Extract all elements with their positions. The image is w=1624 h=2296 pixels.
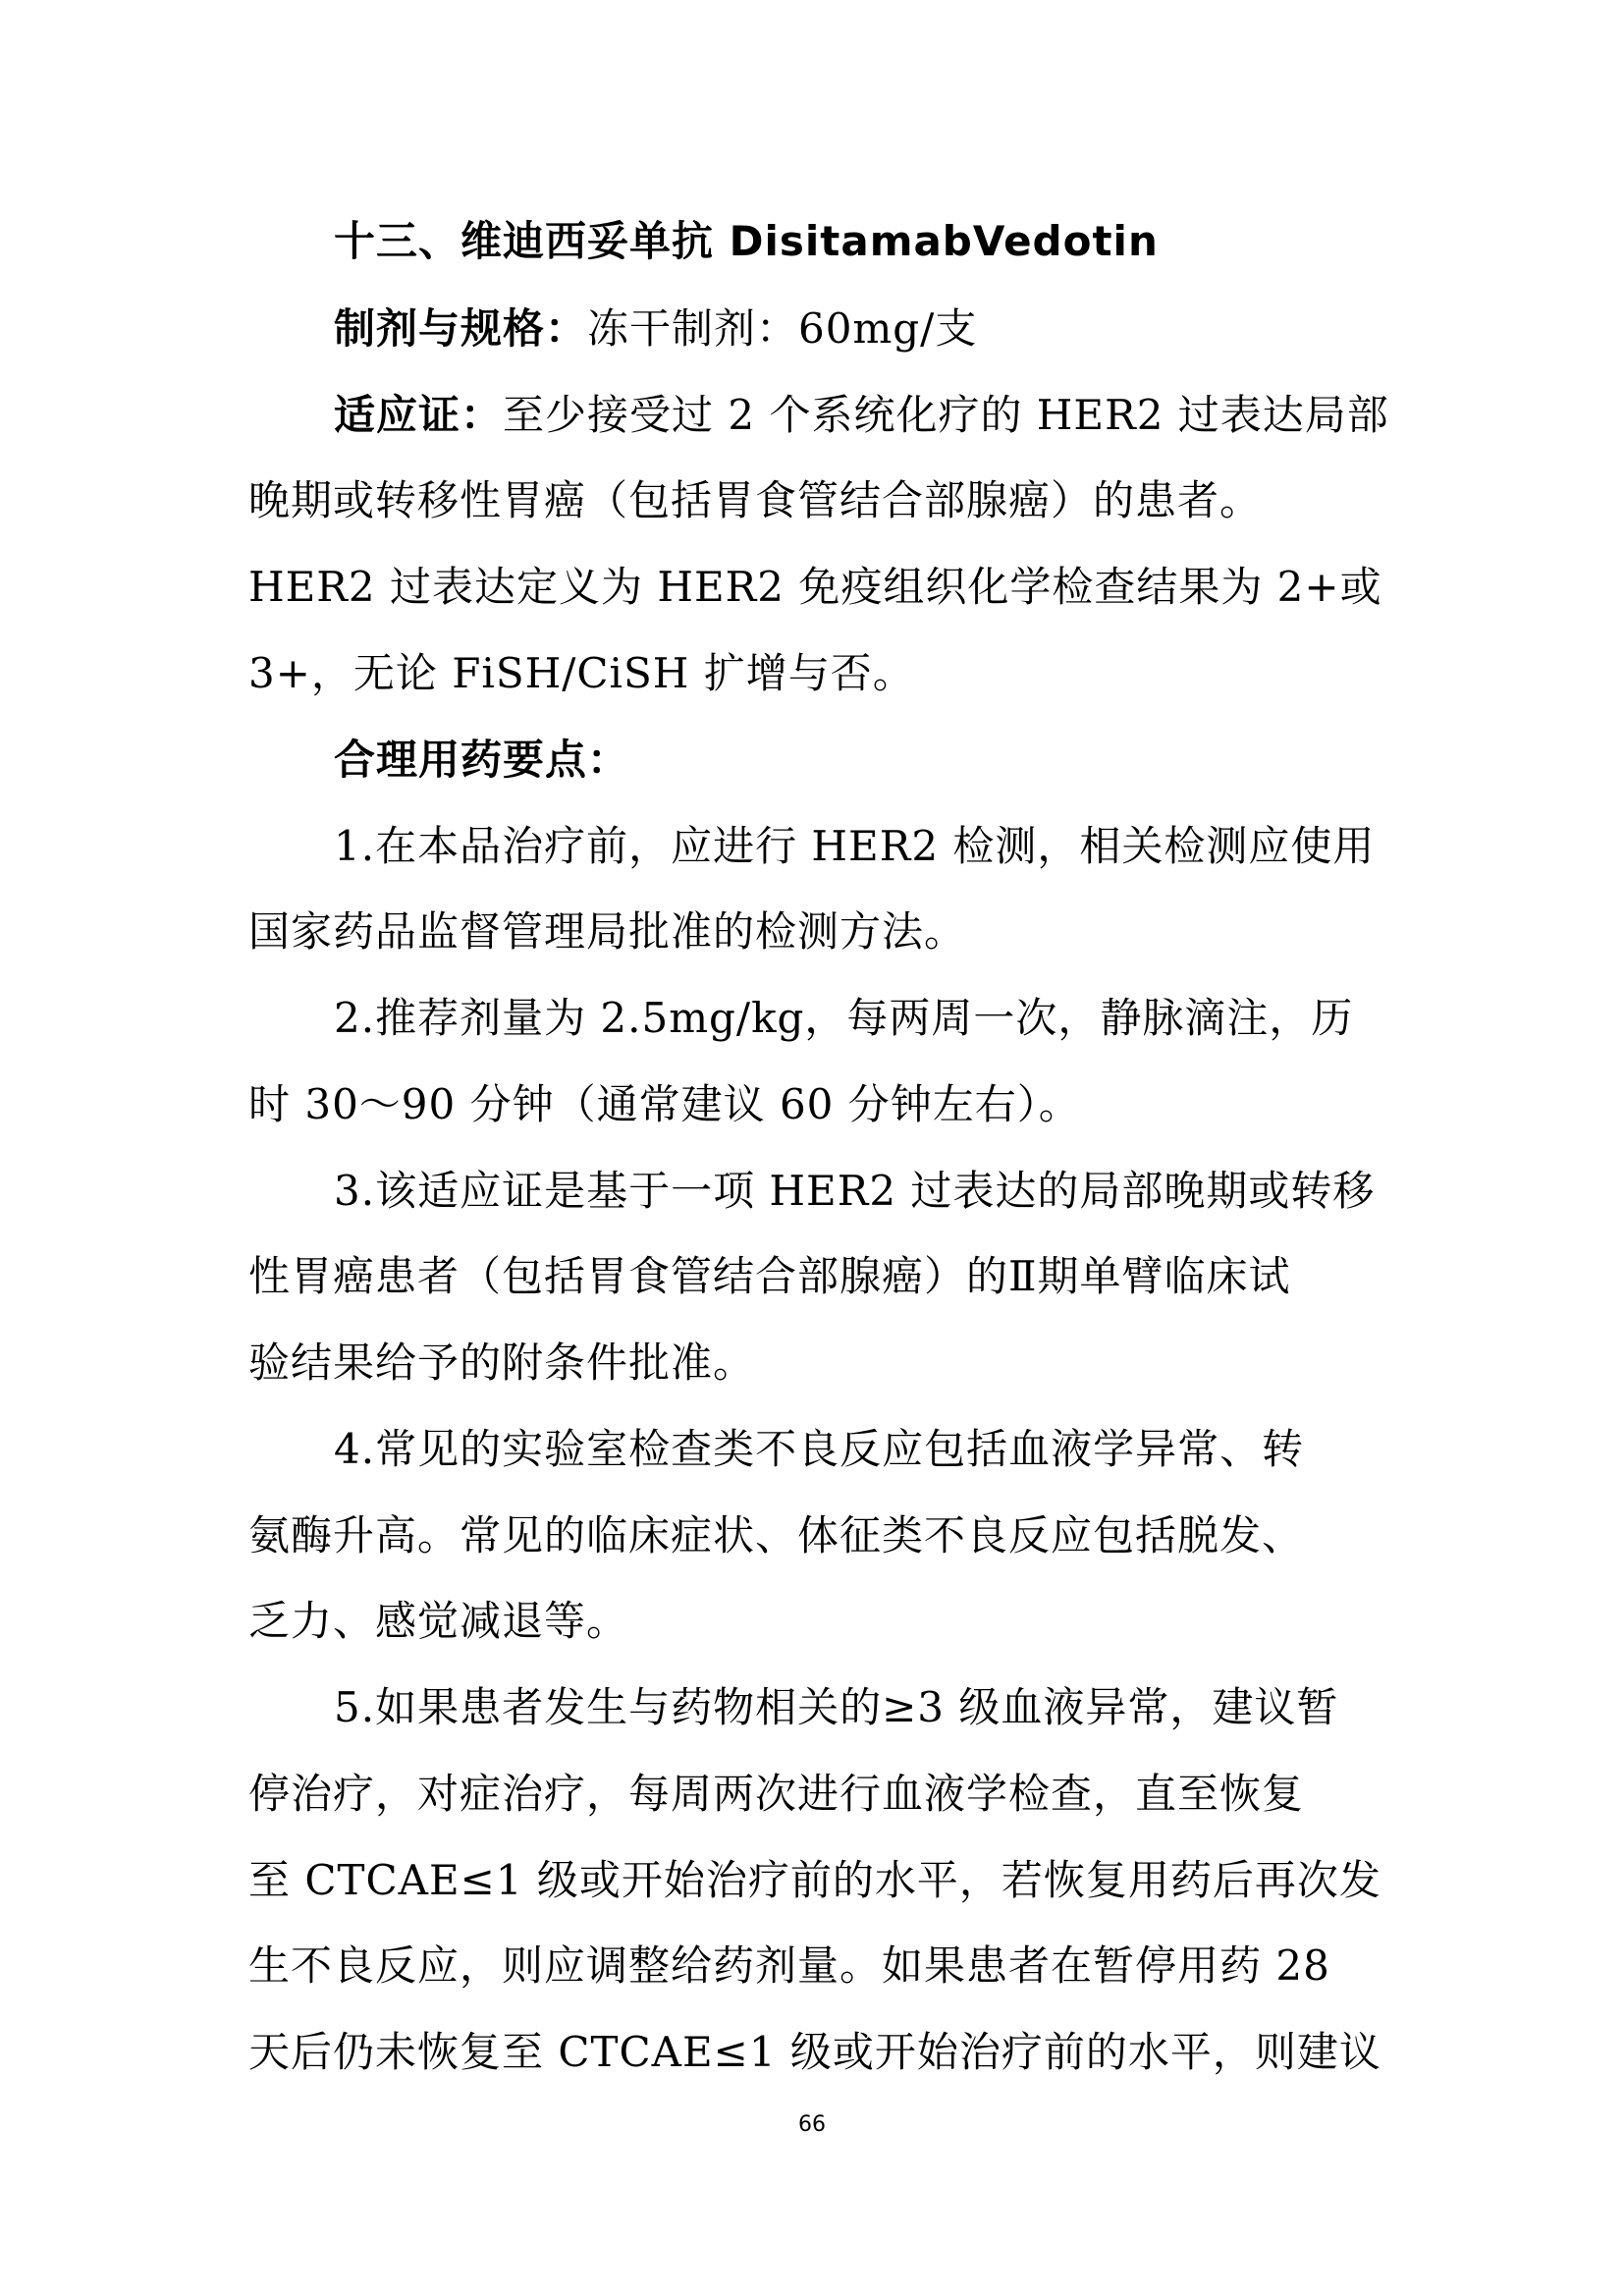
point-3-line-1: 3.该适应证是基于一项 HER2 过表达的局部晚期或转移 xyxy=(334,1167,1376,1215)
point-5-line-5: 天后仍未恢复至 CTCAE≤1 级或开始治疗前的水平，则建议 xyxy=(248,2028,1381,2076)
indication-label: 适应证： xyxy=(334,391,504,439)
indication-line-3: HER2 过表达定义为 HER2 免疫组织化学检查结果为 2+或 xyxy=(248,563,1382,611)
page-number: 66 xyxy=(798,2112,826,2137)
point-3-line-2: 性胃癌患者（包括胃食管结合部腺癌）的Ⅱ期单臂临床试 xyxy=(248,1252,1291,1300)
formulation-label: 制剂与规格： xyxy=(334,304,588,353)
formulation-value: 冻干制剂：60mg/支 xyxy=(587,304,978,353)
indication-text-1: 至少接受过 2 个系统化疗的 HER2 过表达局部 xyxy=(503,391,1389,439)
point-4-line-1: 4.常见的实验室检查类不良反应包括血液学异常、转 xyxy=(334,1425,1305,1473)
indication-line-1 xyxy=(334,392,1473,439)
point-1-line-1: 1.在本品治疗前，应进行 HER2 检测，相关检测应使用 xyxy=(334,822,1376,870)
indication-line-4: 3+，无论 FiSH/CiSH 扩增与否。 xyxy=(248,649,915,697)
formulation-line xyxy=(334,305,1473,353)
point-2-line-1: 2.推荐剂量为 2.5mg/kg，每两周一次，静脉滴注，历 xyxy=(334,994,1354,1042)
point-5-line-4: 生不良反应，则应调整给药剂量。如果患者在暂停用药 28 xyxy=(248,1941,1330,1990)
point-5-line-1: 5.如果患者发生与药物相关的≥3 级血液异常，建议暂 xyxy=(334,1683,1339,1731)
point-4-line-2: 氨酶升高。常见的临床症状、体征类不良反应包括脱发、 xyxy=(248,1511,1305,1559)
point-3-line-3: 验结果给予的附条件批准。 xyxy=(248,1339,756,1387)
point-5-line-2: 停治疗，对症治疗，每周两次进行血液学检查，直至恢复 xyxy=(248,1770,1305,1818)
indication-line-2: 晚期或转移性胃癌（包括胃食管结合部腺癌）的患者。 xyxy=(248,476,1263,524)
point-2-line-2: 时 30～90 分钟（通常建议 60 分钟左右）。 xyxy=(248,1080,1081,1128)
section-title: 十三、维迪西妥单抗 DisitamabVedotin xyxy=(334,217,1159,265)
point-4-line-3: 乏力、感觉减退等。 xyxy=(248,1597,629,1645)
point-1-line-2: 国家药品监督管理局批准的检测方法。 xyxy=(248,907,967,956)
key-points-heading: 合理用药要点： xyxy=(334,736,630,784)
point-5-line-3: 至 CTCAE≤1 级或开始治疗前的水平，若恢复用药后再次发 xyxy=(248,1856,1381,1904)
